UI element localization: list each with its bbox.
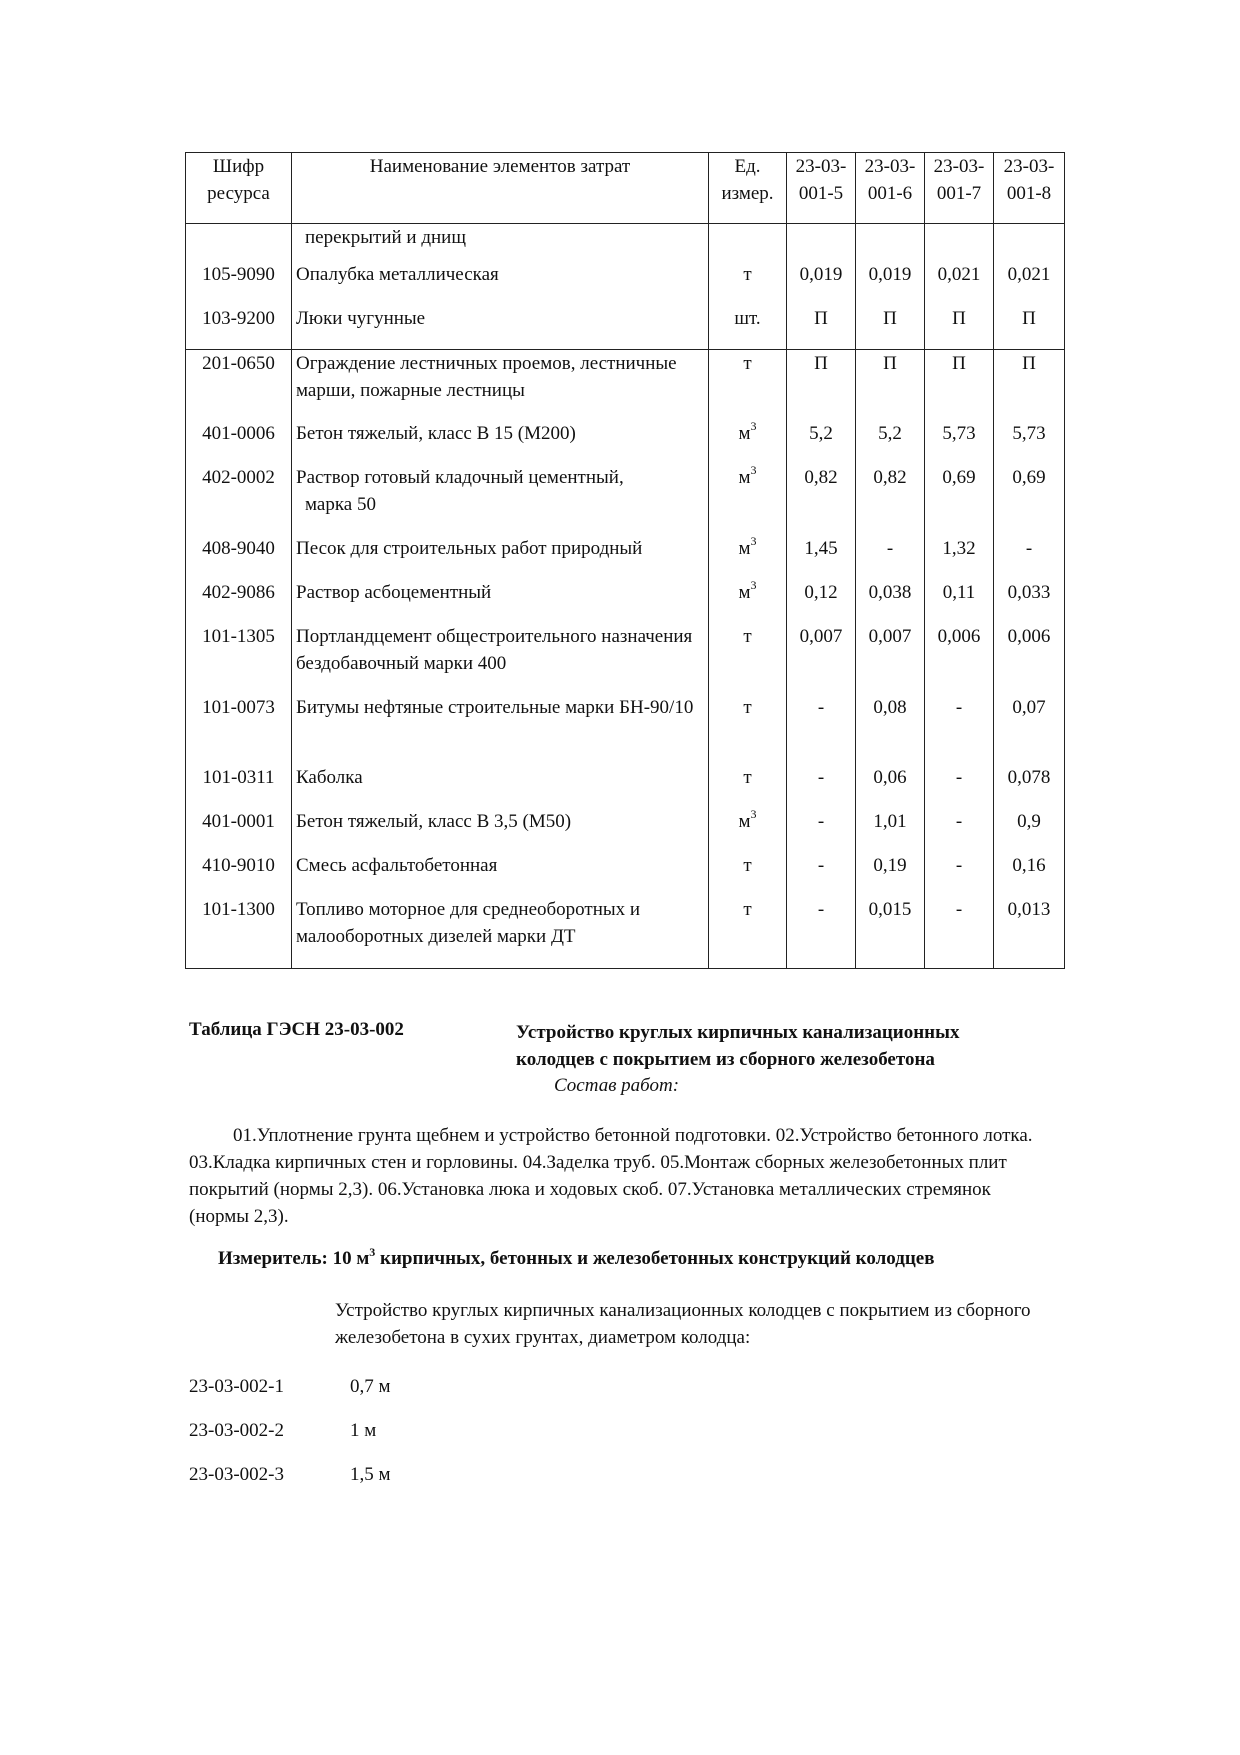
- norm-value-7: -: [925, 764, 994, 808]
- norm-value-6: П: [856, 305, 925, 350]
- resource-name: Битумы нефтяные строительные марки БН-90/10: [292, 694, 709, 764]
- measurement-unit: [218, 1244, 935, 1270]
- norm-value-5: 0,12: [787, 579, 856, 623]
- resource-unit: т: [709, 896, 787, 969]
- resource-name: Бетон тяжелый, класс В 15 (М200): [292, 420, 709, 464]
- resource-name: Смесь асфальтобетонная: [292, 852, 709, 896]
- unit-text: м: [738, 422, 751, 444]
- resource-code: 408-9040: [186, 535, 292, 579]
- unit-text: м: [738, 537, 751, 559]
- norm-value-5: -: [787, 694, 856, 764]
- norm-value-5: П: [787, 305, 856, 350]
- norm-value-5: П: [787, 350, 856, 420]
- norm-value-5: 0,82: [787, 464, 856, 535]
- norm-value-5: -: [787, 764, 856, 808]
- norm-value-7: П: [925, 305, 994, 350]
- resource-unit: [709, 535, 787, 579]
- unit-superscript: 3: [750, 534, 757, 549]
- norm-value-7: [925, 224, 994, 261]
- norm-value-8: -: [994, 535, 1065, 579]
- table-caption: Устройство круглых кирпичных канализационных колодцев с покрытием из сборного железобетона: [516, 1022, 960, 1070]
- resource-unit: т: [709, 852, 787, 896]
- resource-unit: шт.: [709, 305, 787, 350]
- norm-value-8: 0,013: [994, 896, 1065, 969]
- resource-code: 101-0073: [186, 694, 292, 764]
- norm-value-8: 0,006: [994, 623, 1065, 694]
- unit-superscript: 3: [750, 463, 757, 478]
- norm-value-8: 0,078: [994, 764, 1065, 808]
- unit-text: м: [738, 810, 751, 832]
- header-norm-6: 23-03-001-6: [856, 153, 925, 224]
- norm-value-6: 5,2: [856, 420, 925, 464]
- meter-suffix: кирпичных, бетонных и железобетонных конструкций колодцев: [375, 1248, 935, 1269]
- norm-value-6: 0,06: [856, 764, 925, 808]
- resource-unit: т: [709, 764, 787, 808]
- resource-code: 101-0311: [186, 764, 292, 808]
- norm-value-5: -: [787, 808, 856, 852]
- resource-code: 401-0001: [186, 808, 292, 852]
- table-row: [186, 852, 1065, 896]
- resource-unit: [709, 808, 787, 852]
- table-row: [186, 224, 1065, 261]
- table-row: [186, 579, 1065, 623]
- header-unit: Ед. измер.: [709, 153, 787, 224]
- norm-value-7: -: [925, 808, 994, 852]
- table-title: Таблица ГЭСН 23-03-002: [189, 1019, 404, 1040]
- header-resource-code: Шифр ресурса: [186, 153, 292, 224]
- resource-code: 105-9090: [186, 261, 292, 305]
- resource-unit: т: [709, 694, 787, 764]
- norm-value-5: 1,45: [787, 535, 856, 579]
- table-row: [186, 694, 1065, 764]
- resource-code: 101-1300: [186, 896, 292, 969]
- resource-code: [186, 224, 292, 261]
- resource-name: [292, 464, 709, 535]
- norm-value-5: -: [787, 896, 856, 969]
- resource-unit: т: [709, 623, 787, 694]
- norm-value-8: [994, 224, 1065, 261]
- resource-name: Песок для строительных работ природный: [292, 535, 709, 579]
- norm-value-8: П: [994, 305, 1065, 350]
- resource-code: 401-0006: [186, 420, 292, 464]
- norm-value-7: 5,73: [925, 420, 994, 464]
- norm-value-6: [856, 224, 925, 261]
- resource-name: Портландцемент общестроительного назначения бездобавочный марки 400: [292, 623, 709, 694]
- norm-value-8: 0,16: [994, 852, 1065, 896]
- resource-name-text: перекрытий и днищ: [305, 227, 466, 248]
- table-row: [186, 261, 1065, 305]
- resource-unit: [709, 224, 787, 261]
- resource-unit: [709, 579, 787, 623]
- norm-diameter: 0,7 м: [350, 1376, 391, 1397]
- table-row: [186, 623, 1065, 694]
- table-row: [186, 305, 1065, 350]
- resource-code: 101-1305: [186, 623, 292, 694]
- norm-value-8: 0,9: [994, 808, 1065, 852]
- norm-value-6: 0,038: [856, 579, 925, 623]
- resource-name: Топливо моторное для среднеоборотных и малооборотных дизелей марки ДТ: [292, 896, 709, 969]
- norm-value-8: 5,73: [994, 420, 1065, 464]
- resource-norms-table: [185, 152, 1065, 969]
- header-norm-5: 23-03-001-5: [787, 153, 856, 224]
- table-row: [186, 464, 1065, 535]
- meter-superscript: 3: [369, 1244, 376, 1259]
- norm-value-6: 0,007: [856, 623, 925, 694]
- norm-value-6: 0,019: [856, 261, 925, 305]
- works-heading: Состав работ:: [554, 1075, 680, 1096]
- unit-superscript: 3: [750, 807, 757, 822]
- resource-name: Опалубка металлическая: [292, 261, 709, 305]
- header-norm-7: 23-03-001-7: [925, 153, 994, 224]
- norm-value-7: П: [925, 350, 994, 420]
- resource-name: Люки чугунные: [292, 305, 709, 350]
- resource-name: Каболка: [292, 764, 709, 808]
- norm-diameter: 1,5 м: [350, 1464, 391, 1485]
- norm-value-7: -: [925, 852, 994, 896]
- norm-value-8: 0,021: [994, 261, 1065, 305]
- norm-value-8: П: [994, 350, 1065, 420]
- meter-prefix: Измеритель: 10 м: [218, 1248, 370, 1269]
- norm-value-7: 1,32: [925, 535, 994, 579]
- resource-unit: т: [709, 350, 787, 420]
- table-row: [186, 420, 1065, 464]
- table-row: [186, 350, 1065, 420]
- resource-unit: т: [709, 261, 787, 305]
- resource-name-line1: Раствор готовый кладочный цементный,: [296, 466, 624, 488]
- resource-name-line2: марка 50: [305, 493, 376, 515]
- norm-value-5: 5,2: [787, 420, 856, 464]
- unit-text: м: [738, 581, 751, 603]
- resource-code: 402-9086: [186, 579, 292, 623]
- resource-code: 410-9010: [186, 852, 292, 896]
- unit-text: м: [738, 466, 751, 488]
- norm-value-6: 0,82: [856, 464, 925, 535]
- table-row: [186, 535, 1065, 579]
- unit-superscript: 3: [750, 578, 757, 593]
- resource-name: [292, 224, 709, 261]
- resource-name: Ограждение лестничных проемов, лестничные марши, пожарные лестницы: [292, 350, 709, 420]
- norm-value-6: -: [856, 535, 925, 579]
- table-row: [186, 764, 1065, 808]
- norm-code: 23-03-002-1: [189, 1376, 284, 1397]
- norm-value-6: П: [856, 350, 925, 420]
- resource-code: 103-9200: [186, 305, 292, 350]
- resource-code: 201-0650: [186, 350, 292, 420]
- norm-value-6: 1,01: [856, 808, 925, 852]
- norm-code: 23-03-002-3: [189, 1464, 284, 1485]
- header-norm-8: 23-03-001-8: [994, 153, 1065, 224]
- norm-value-7: -: [925, 896, 994, 969]
- resource-name: Раствор асбоцементный: [292, 579, 709, 623]
- norm-value-5: 0,019: [787, 261, 856, 305]
- norm-value-8: 0,033: [994, 579, 1065, 623]
- norm-value-5: -: [787, 852, 856, 896]
- norm-group-description: Устройство круглых кирпичных канализационных колодцев с покрытием из сборного железобетона в сухих грунтах, диаметром колодца:: [335, 1300, 1031, 1348]
- norm-value-7: 0,11: [925, 579, 994, 623]
- norm-value-7: 0,69: [925, 464, 994, 535]
- norm-value-7: 0,006: [925, 623, 994, 694]
- table-row: [186, 896, 1065, 969]
- norm-value-5: [787, 224, 856, 261]
- resource-name: Бетон тяжелый, класс В 3,5 (М50): [292, 808, 709, 852]
- norm-diameter: 1 м: [350, 1420, 377, 1441]
- table-header-row: [186, 153, 1065, 224]
- norm-value-6: 0,015: [856, 896, 925, 969]
- norm-code: 23-03-002-2: [189, 1420, 284, 1441]
- resource-unit: [709, 464, 787, 535]
- norm-value-6: 0,19: [856, 852, 925, 896]
- norm-value-8: 0,69: [994, 464, 1065, 535]
- norm-value-8: 0,07: [994, 694, 1065, 764]
- norm-value-7: 0,021: [925, 261, 994, 305]
- table-row: [186, 808, 1065, 852]
- header-cost-element-name: Наименование элементов затрат: [292, 153, 709, 224]
- norm-value-6: 0,08: [856, 694, 925, 764]
- resource-code: 402-0002: [186, 464, 292, 535]
- unit-superscript: 3: [750, 419, 757, 434]
- norm-value-5: 0,007: [787, 623, 856, 694]
- resource-unit: [709, 420, 787, 464]
- norm-value-7: -: [925, 694, 994, 764]
- works-description: 01.Уплотнение грунта щебнем и устройство бетонной подготовки. 02.Устройство бетонного лотка. 03.Кладка кирпичных стен и горловины. 04.Заделка труб. 05.Монтаж сборных железобетонных плит покрытий (нормы 2,3). 06.Установка люка и ходовых скоб. 07.Установка металлических стремянок (нормы 2,3).: [189, 1125, 1033, 1227]
